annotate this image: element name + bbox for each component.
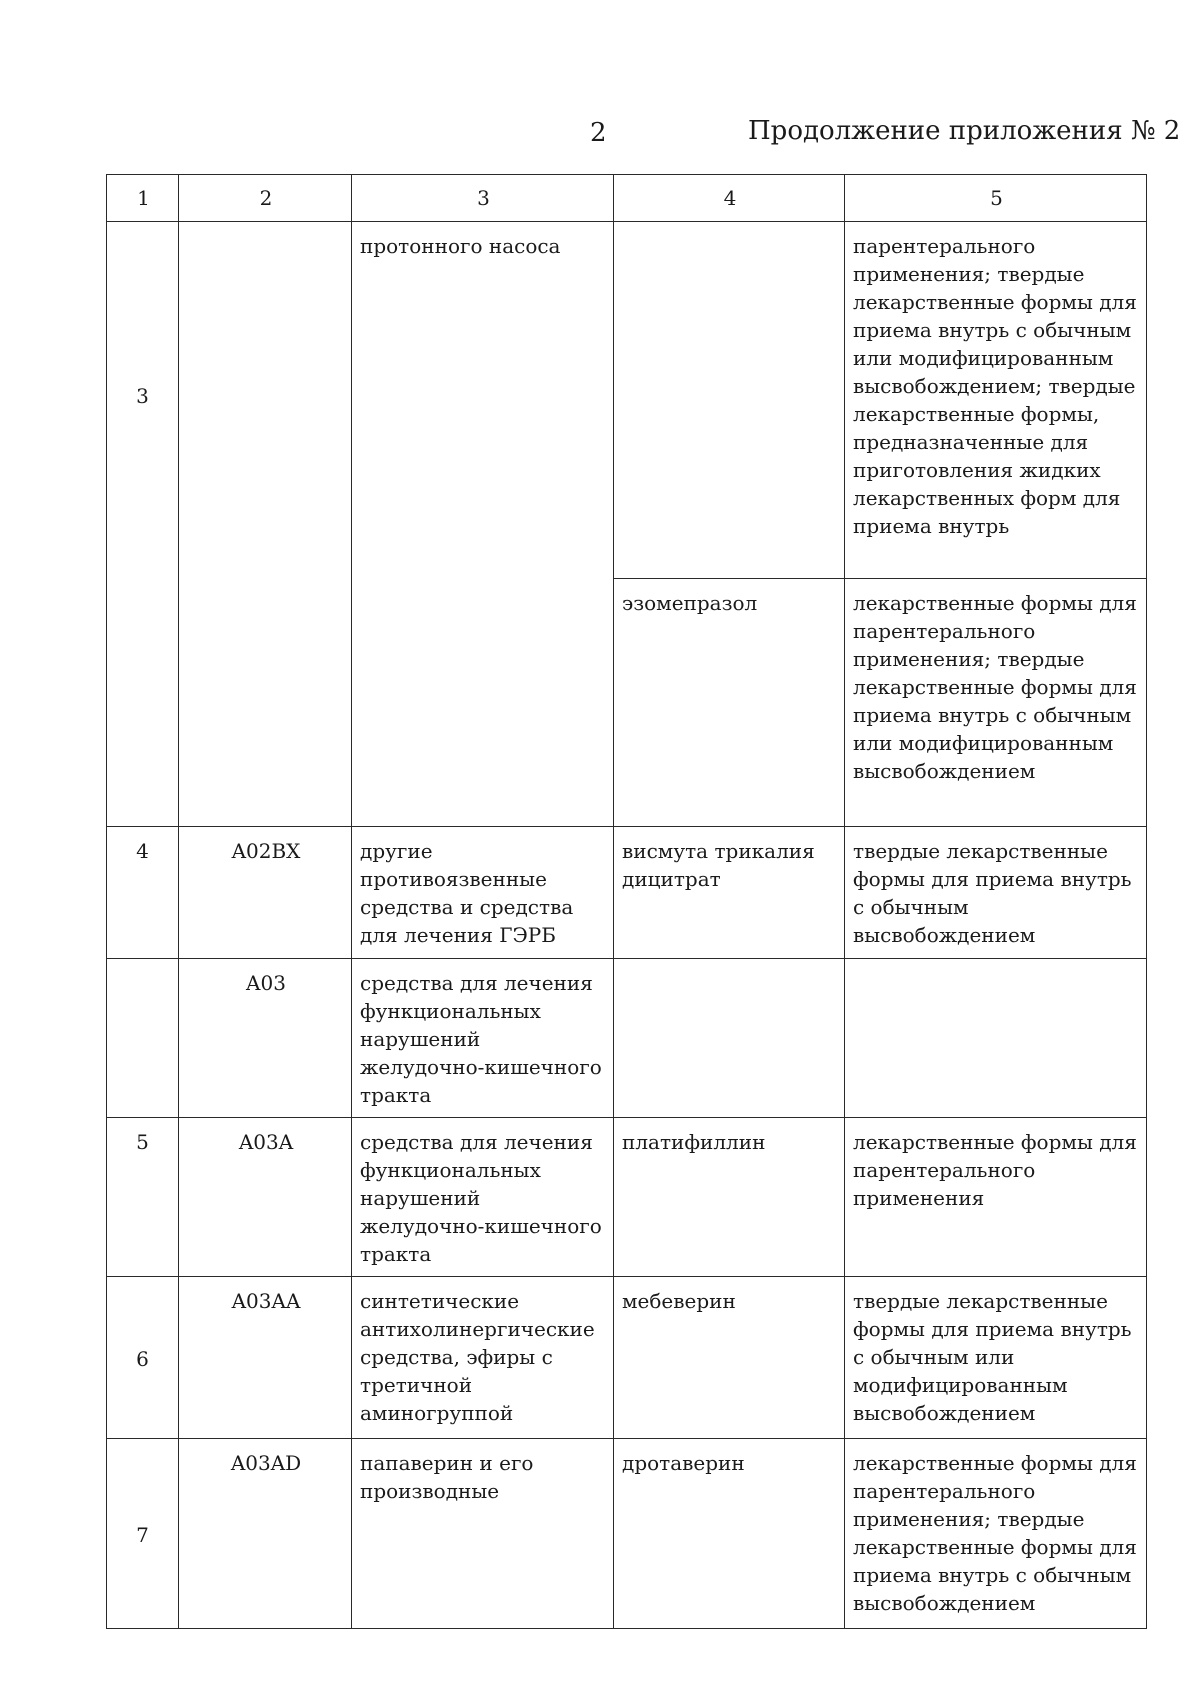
dosage-form: лекарственные формы для парентерального применения; твердые лекарственные формы для приема внутрь с обычным или модифицированным высвобождением — [845, 579, 1147, 827]
table-row — [107, 1277, 1147, 1439]
continuation-title: Продолжение приложения № 2 — [748, 116, 1181, 146]
group-name: папаверин и его производные — [352, 1439, 614, 1629]
atc-code: A03A — [179, 1118, 352, 1277]
column-header: 3 — [352, 175, 614, 222]
row-number — [107, 959, 179, 1118]
table-row — [107, 1118, 1147, 1277]
atc-code — [179, 222, 352, 827]
atc-code: A03AD — [179, 1439, 352, 1629]
row-number: 4 — [107, 827, 179, 959]
dosage-form — [845, 959, 1147, 1118]
row-number: 5 — [107, 1118, 179, 1277]
group-name: средства для лечения функциональных нарушений желудочно-кишечного тракта — [352, 959, 614, 1118]
table-row — [107, 1439, 1147, 1629]
drug-name — [614, 959, 845, 1118]
drug-table — [106, 174, 1147, 1629]
column-header: 1 — [107, 175, 179, 222]
atc-code: A02BX — [179, 827, 352, 959]
column-header: 2 — [179, 175, 352, 222]
group-name: средства для лечения функциональных нарушений желудочно-кишечного тракта — [352, 1118, 614, 1277]
atc-code: A03AA — [179, 1277, 352, 1439]
atc-code: A03 — [179, 959, 352, 1118]
dosage-form: твердые лекарственные формы для приема внутрь с обычным или модифицированным высвобождением — [845, 1277, 1147, 1439]
drug-name: платифиллин — [614, 1118, 845, 1277]
dosage-form: парентерального применения; твердые лекарственные формы для приема внутрь с обычным или модифицированным высвобождением; твердые лекарственные формы, предназначенные для приготовления жидких лекарственных форм для приема внутрь — [845, 222, 1147, 579]
drug-name: висмута трикалия дицитрат — [614, 827, 845, 959]
table-header-row — [107, 175, 1147, 222]
table-row — [107, 222, 1147, 579]
dosage-form: лекарственные формы для парентерального применения; твердые лекарственные формы для приема внутрь с обычным высвобождением — [845, 1439, 1147, 1629]
page-number: 2 — [590, 118, 607, 148]
drug-name — [614, 222, 845, 579]
column-header: 5 — [845, 175, 1147, 222]
group-name: синтетические антихолинергические средства, эфиры с третичной аминогруппой — [352, 1277, 614, 1439]
drug-name: мебеверин — [614, 1277, 845, 1439]
group-name: другие противоязвенные средства и средства для лечения ГЭРБ — [352, 827, 614, 959]
table-row — [107, 827, 1147, 959]
dosage-form: твердые лекарственные формы для приема внутрь с обычным высвобождением — [845, 827, 1147, 959]
table-row — [107, 959, 1147, 1118]
group-name: протонного насоса — [352, 222, 614, 827]
column-header: 4 — [614, 175, 845, 222]
row-number: 6 — [107, 1277, 179, 1439]
drug-name: эзомепразол — [614, 579, 845, 827]
row-number: 7 — [107, 1439, 179, 1629]
row-number: 3 — [107, 222, 179, 827]
drug-name: дротаверин — [614, 1439, 845, 1629]
dosage-form: лекарственные формы для парентерального применения — [845, 1118, 1147, 1277]
